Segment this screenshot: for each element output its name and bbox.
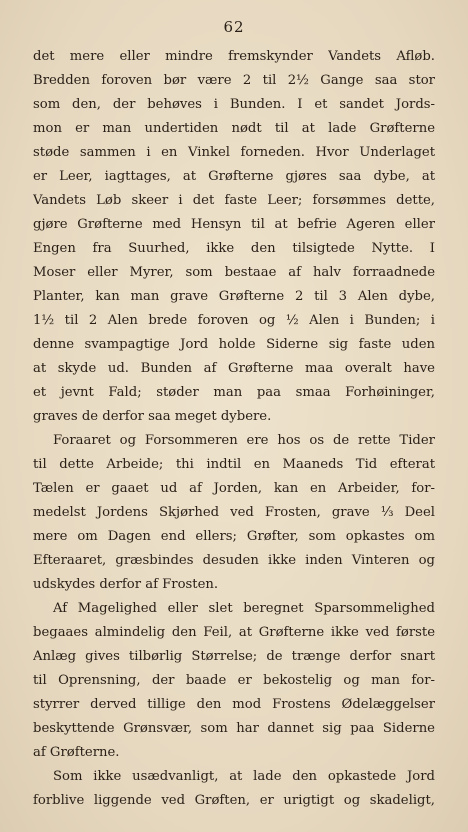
text-line: medelst Jordens Skjørhed ved Frosten, grave ⅓ Deel bbox=[33, 505, 435, 520]
text-line: Af Magelighed eller slet beregnet Sparsommelighed bbox=[53, 601, 435, 616]
text-line: at skyde ud. Bunden af Grøfterne maa overalt have bbox=[33, 361, 435, 376]
text-line: Foraaret og Forsommeren ere hos os de rette Tider bbox=[53, 433, 435, 448]
text-line: Engen fra Suurhed, ikke den tilsigtede Nytte. I bbox=[33, 241, 435, 256]
text-line: styrrer derved tillige den mod Frostens Ødelæggelser bbox=[33, 697, 435, 712]
paragraph bbox=[33, 765, 435, 813]
paragraph bbox=[33, 597, 435, 765]
text-line: begaaes almindelig den Feil, at Grøfterne ikke ved første bbox=[33, 625, 435, 640]
text-line: Som ikke usædvanligt, at lade den opkastede Jord bbox=[53, 769, 435, 784]
text-line: Anlæg gives tilbørlig Størrelse; de trænge derfor snart bbox=[33, 649, 435, 664]
text-line: mon er man undertiden nødt til at lade Grøfterne bbox=[33, 121, 435, 136]
text-line: denne svampagtige Jord holde Siderne sig faste uden bbox=[33, 337, 435, 352]
text-line: støde sammen i en Vinkel forneden. Hvor Underlaget bbox=[33, 145, 435, 160]
text-line: Tælen er gaaet ud af Jorden, kan en Arbeider, for- bbox=[33, 481, 435, 496]
text-line: til Oprensning, der baade er bekostelig og man for- bbox=[33, 673, 435, 688]
text-line: Efteraaret, græsbindes desuden ikke inden Vinteren og bbox=[33, 553, 435, 568]
text-line: til dette Arbeide; thi indtil en Maaneds Tid efterat bbox=[33, 457, 435, 472]
text-line: graves de derfor saa meget dybere. bbox=[33, 409, 272, 424]
page-number: 62 bbox=[223, 18, 245, 36]
text-line: udskydes derfor af Frosten. bbox=[33, 577, 219, 592]
text-line: beskyttende Grønsvær, som har dannet sig paa Siderne bbox=[33, 721, 435, 736]
text-line: er Leer, iagttages, at Grøfterne gjøres saa dybe, at bbox=[33, 169, 435, 184]
paragraph bbox=[33, 45, 435, 429]
text-line: forblive liggende ved Grøften, er urigtigt og skadeligt, bbox=[33, 793, 435, 808]
text-line: Moser eller Myrer, som bestaae af halv forraadnede bbox=[33, 265, 435, 280]
text-line: Vandets Løb skeer i det faste Leer; forsømmes dette, bbox=[33, 193, 435, 208]
text-line: af Grøfterne. bbox=[33, 745, 120, 760]
text-line: det mere eller mindre fremskynder Vandets Afløb. bbox=[33, 49, 435, 64]
text-line: som den, der behøves i Bunden. I et sandet Jords- bbox=[33, 97, 435, 112]
text-line: 1½ til 2 Alen brede foroven og ½ Alen i Bunden; i bbox=[33, 313, 435, 328]
text-line: et jevnt Fald; støder man paa smaa Forhøininger, bbox=[33, 385, 435, 400]
text-line: Planter, kan man grave Grøfterne 2 til 3 Alen dybe, bbox=[33, 289, 435, 304]
text-line: mere om Dagen end ellers; Grøfter, som opkastes om bbox=[33, 529, 435, 544]
body-text bbox=[33, 45, 435, 813]
paragraph bbox=[33, 429, 435, 597]
text-line: Bredden foroven bør være 2 til 2½ Gange saa stor bbox=[33, 73, 435, 88]
text-line: gjøre Grøfterne med Hensyn til at befrie Ageren eller bbox=[33, 217, 435, 232]
